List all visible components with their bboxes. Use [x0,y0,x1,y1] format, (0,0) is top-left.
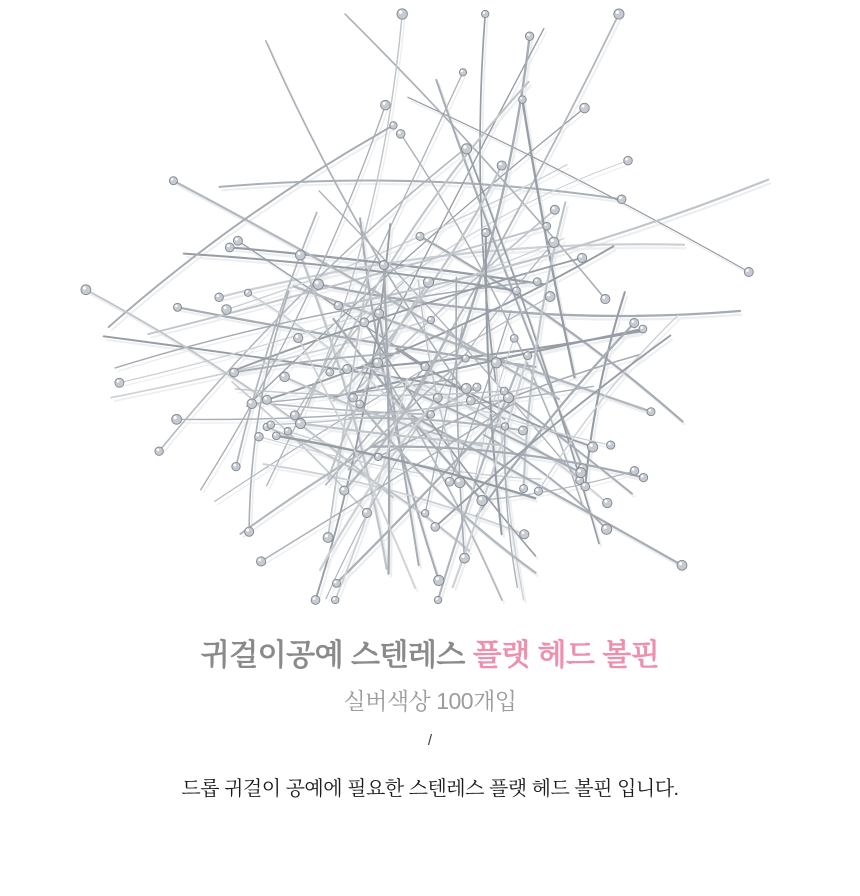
product-title-main: 귀걸이공예 스텐레스 [200,639,473,672]
product-subtitle: 실버색상 100개입 [343,688,517,714]
divider-slash: / [427,732,433,749]
product-description: 드롭 귀걸이 공예에 필요한 스텐레스 플랫 헤드 볼핀 입니다. [181,778,679,800]
product-caption [0,638,860,802]
product-title [0,638,860,674]
product-title-highlight: 플랫 헤드 볼핀 [472,639,660,672]
